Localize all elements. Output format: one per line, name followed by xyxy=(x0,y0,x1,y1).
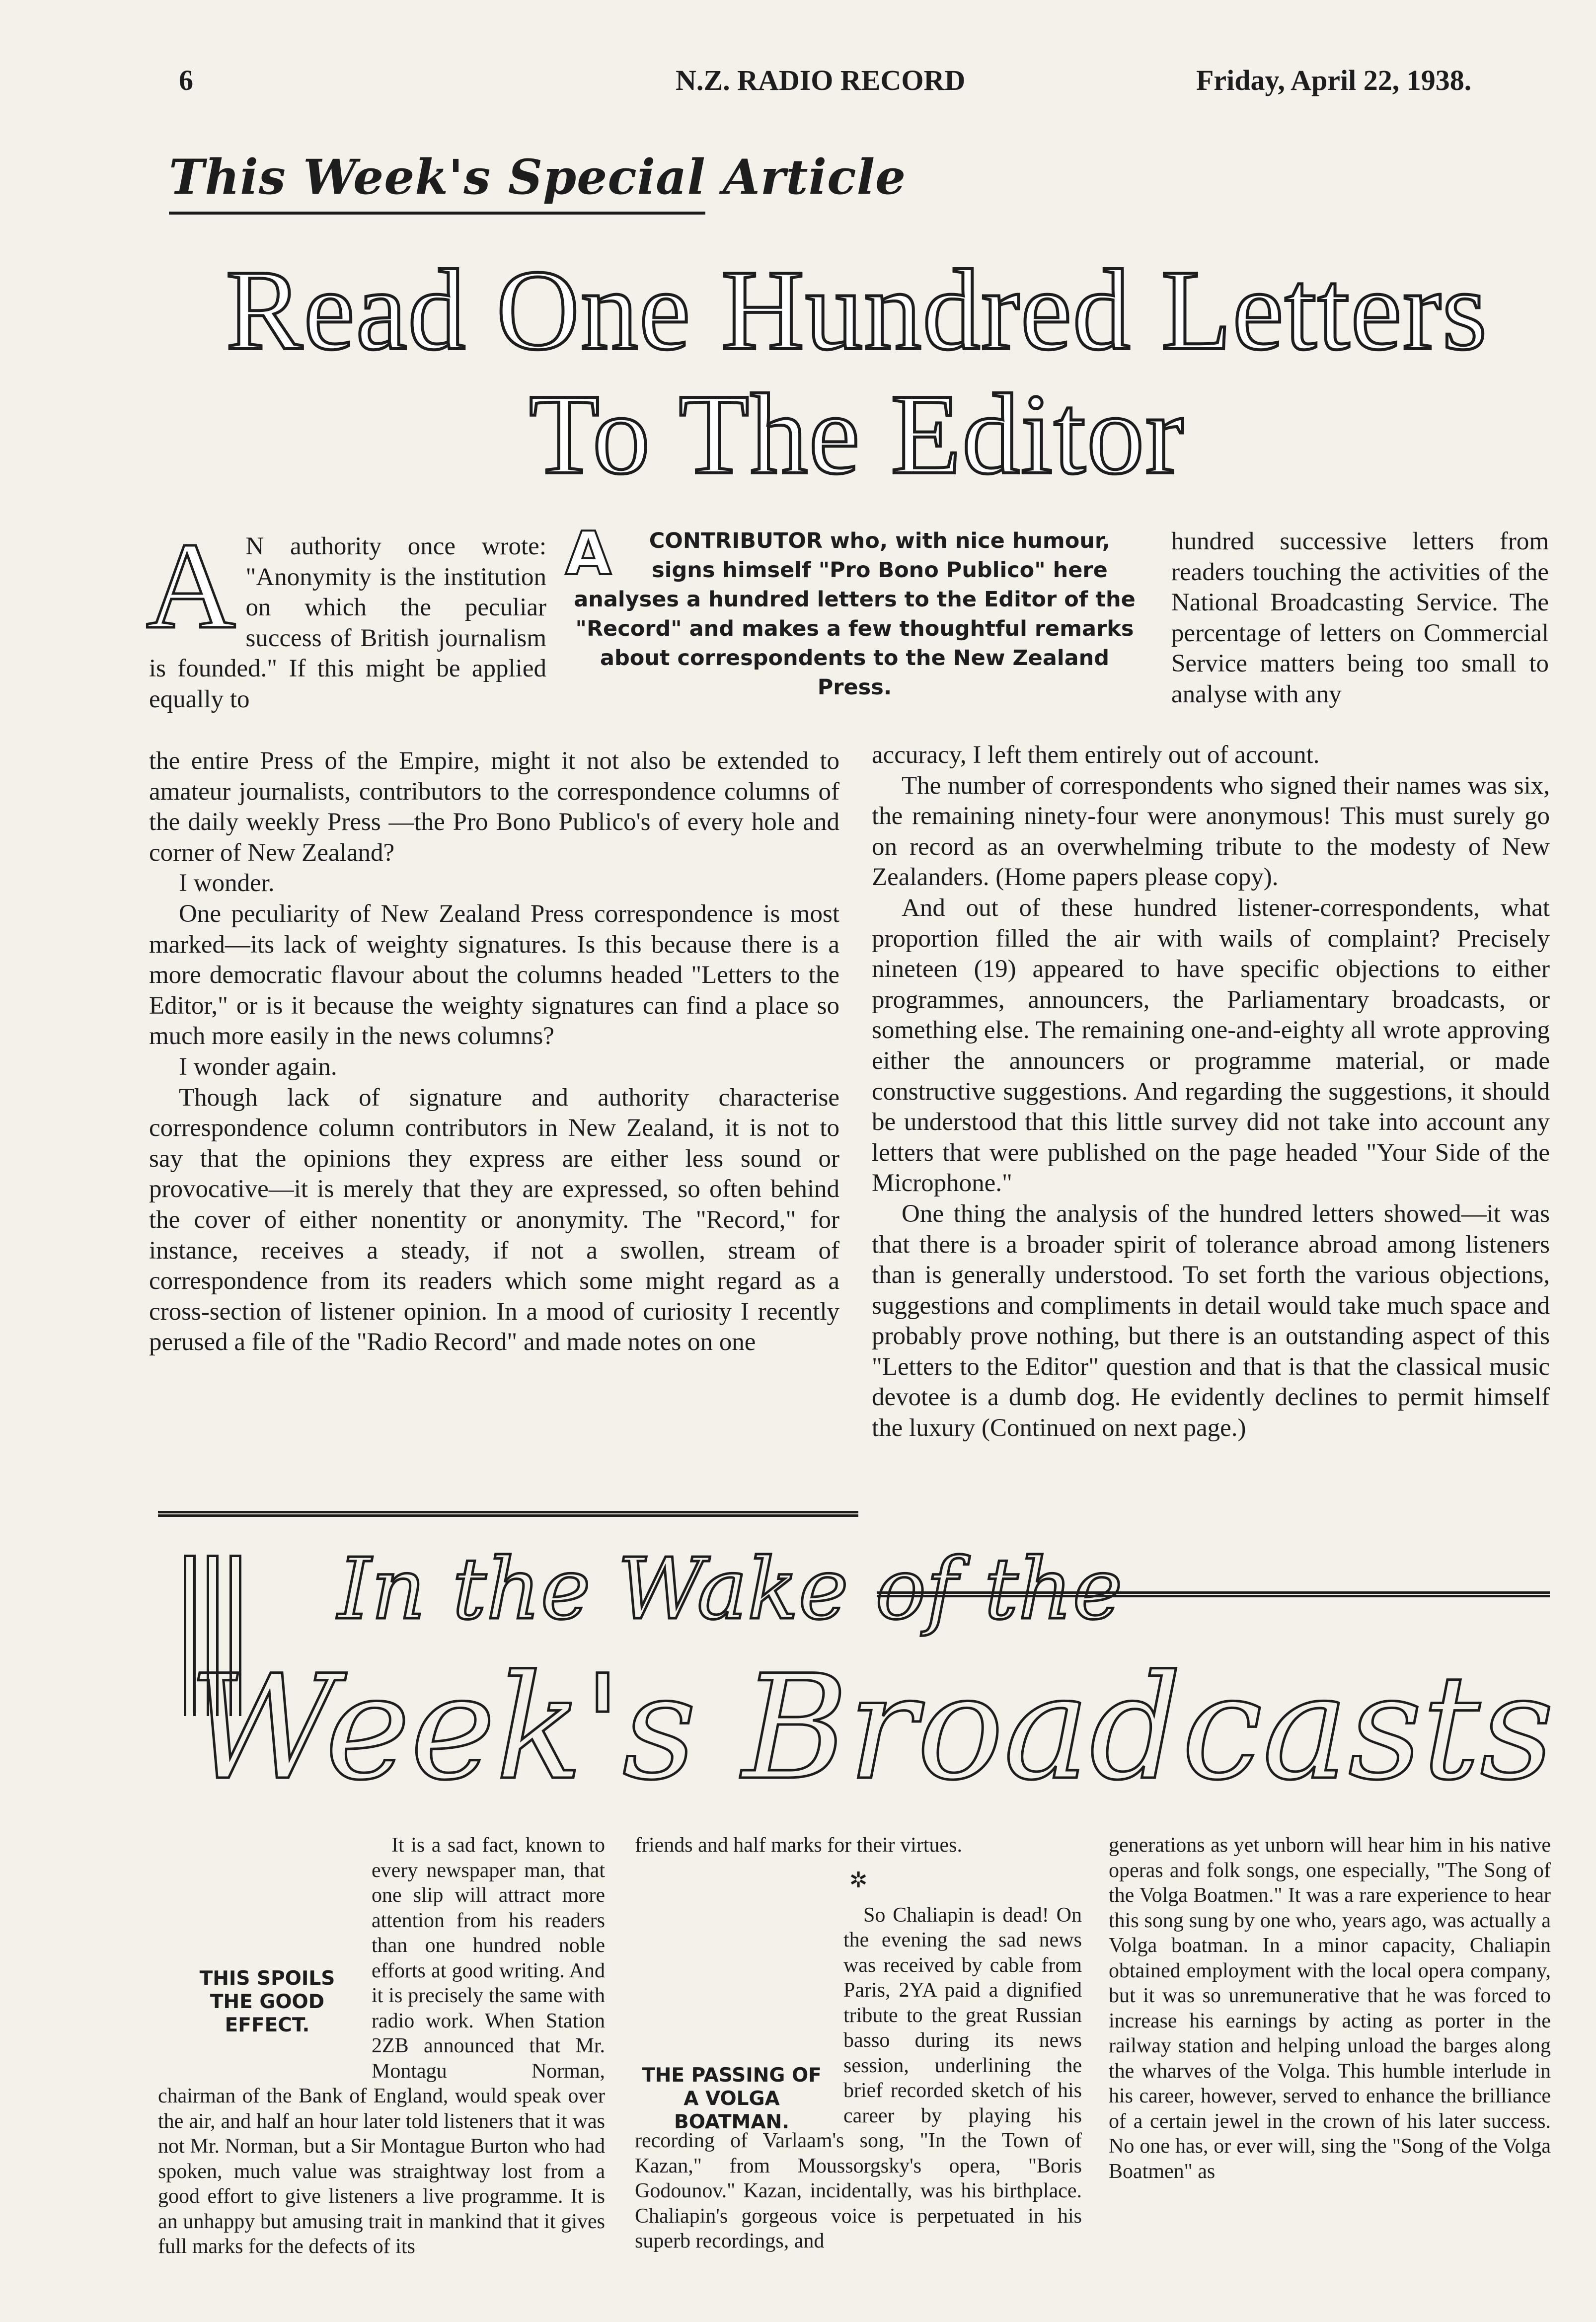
issue-date: Friday, April 22, 1938. xyxy=(1196,64,1472,96)
paragraph: It is a sad fact, known to every newspaper man, that one slip will attract more attention from his readers than one hundred noble efforts at good writing. And it is precisely the same with radio work. When Station 2ZB announced that Mr. Montagu Norman, chairman of the Bank of England, would speak over the air, and half an hour later told listeners that it was not Mr. Norman, but a Sir Montague Burton who had spoken, much value was straightway lost from a good effort to give listeners a live programme. It is an unhappy but amusing trait in mankind that it gives full marks for the defects of its xyxy=(158,1834,605,2258)
paragraph: friends and half marks for their virtues. xyxy=(635,1834,962,1857)
paragraph: hundred successive letters from readers touching the activities of the National Broadcasting Service. The percentage of letters on Commercial Service matters being too small to analyse with any xyxy=(1171,527,1549,708)
bottom-column-3 xyxy=(1109,1833,1551,2184)
bottom-column-1 xyxy=(158,1833,605,2259)
paragraph: I wonder. xyxy=(179,869,275,898)
headline-line-2: To The Editor xyxy=(529,371,1185,498)
banner-line-1: In the Wake of the xyxy=(338,1540,1123,1639)
paragraph: The number of correspondents who signed their names was six, the remaining ninety-four were anonymous! This must surely go on record as an overwhelming tribute to the modesty of New Zealanders. (Home papers please copy). xyxy=(872,771,1550,892)
paragraph: So Chaliapin is dead! On the evening the sad news was received by cable from Paris, 2YA paid a dignified tribute to the great Russian basso during its news session, underlining the brief recorded sketch of his career by playing his recording of Varlaam's song, "In the Town of Kazan," from Moussorgsky's opera, "Boris Godounov." Kazan, incidentally, was his birthplace. Chaliapin's gorgeous voice is perpetuated in his superb recordings, and xyxy=(635,1903,1082,2252)
article-column-3-top xyxy=(1171,526,1549,710)
headline-line-1: Read One Hundred Letters xyxy=(226,246,1488,374)
intro-text: CONTRIBUTOR who, with nice humour, signs himself "Pro Bono Publico" here analyses a hundred letters to the Editor of the "Record" and makes a few thoughtful remarks about correspondents to the New Zealand Press. xyxy=(574,528,1136,700)
star-separator: ✲ xyxy=(849,1868,868,1892)
article-column-2 xyxy=(872,740,1550,1444)
section-label-underline xyxy=(169,212,705,215)
divider-rule xyxy=(158,1511,858,1517)
article-intro xyxy=(565,520,1144,702)
intro-drop-cap: A xyxy=(565,520,611,589)
headline xyxy=(149,248,1565,497)
paragraph: And out of these hundred listener-correspondents, what proportion filled the air with wails of complaint? Precisely nineteen (19) appeared to have specific objections to either programmes, announcers, the Parliamentary broadcasts, or something else. The remaining one-and-eighty all wrote approving either the announcers or programme material, or made constructive suggestions. And regarding the suggestions, it should be understood that this little survey did not take into account any letters that were published on the page headed "Your Side of the Microphone." xyxy=(872,894,1550,1198)
article-column-1 xyxy=(149,746,839,1358)
sidehead: THIS SPOILS THE GOOD EFFECT. xyxy=(199,1967,335,2036)
bottom-column-2 xyxy=(635,1833,1082,2254)
article-lead xyxy=(146,517,546,715)
paragraph: Though lack of signature and authority characterise correspondence column contributors in New Zealand, it is not to say that the opinions they express are either less sound or provocative—it is merely that they are expressed, so often behind the cover of either nonentity or anonymity. The "Record," for instance, receives a steady, if not a swollen, stream of correspondence from its readers which some might regard as a cross-section of listener opinion. In a mood of curiosity I recently perused a file of the "Radio Record" and made notes on one xyxy=(149,1083,839,1356)
article-lead-text: N authority once wrote: "Anonymity is the institution on which the peculiar success of British journalism is founded." If this might be applied equally to xyxy=(149,532,546,713)
publication-name: N.Z. RADIO RECORD xyxy=(676,64,966,96)
paragraph: generations as yet unborn will hear him in his native operas and folk songs, one especially, "The Song of the Volga Boatmen." It was a rare experience to hear this song sung by one who, years ago, was actually a Volga boatman. In a minor capacity, Chaliapin obtained employment with the local opera company, but it was so unremunerative that he was forced to increase his earnings by acting as porter in the railway station and helping unload the barges along the wharves of the Volga. This humble interlude in his career, however, served to enhance the brilliance of a certain jewel in the crown of his later success. No one has, or ever will, sing the "Song of the Volga Boatmen" as xyxy=(1109,1834,1551,2183)
paragraph: accuracy, I left them entirely out of account. xyxy=(872,741,1320,769)
paragraph: I wonder again. xyxy=(179,1052,337,1081)
banner-line-2: Week's Broadcasts xyxy=(189,1645,1554,1812)
paragraph: One thing the analysis of the hundred letters showed—it was that there is a broader spirit of tolerance abroad among listeners than is generally understood. To set forth the various objections, suggestions and compliments in detail would take much space and probably prove nothing, but there is an outstanding aspect of this "Letters to the Editor" question and that is that the classical music devotee is a dumb dog. He evidently declines to permit himself the luxury (Continued on next page.) xyxy=(872,1199,1550,1442)
paragraph: the entire Press of the Empire, might it not also be extended to amateur journalists, contributors to the correspondence columns of the daily weekly Press —the Pro Bono Publico's of every hole and corner of New Zealand? xyxy=(149,747,839,867)
section-label: This Week's Special Article xyxy=(169,149,907,205)
paragraph: One peculiarity of New Zealand Press correspondence is most marked—its lack of weighty signatures. Is this because there is a more democratic flavour about the columns headed "Letters to the Editor," or is it because the weighty signatures can find a place so much more easily in the news columns? xyxy=(149,899,839,1050)
article-drop-cap: A xyxy=(146,517,236,655)
sidehead: THE PASSING OF A VOLGA BOATMAN. xyxy=(642,2064,822,2133)
page-number: 6 xyxy=(179,64,193,96)
